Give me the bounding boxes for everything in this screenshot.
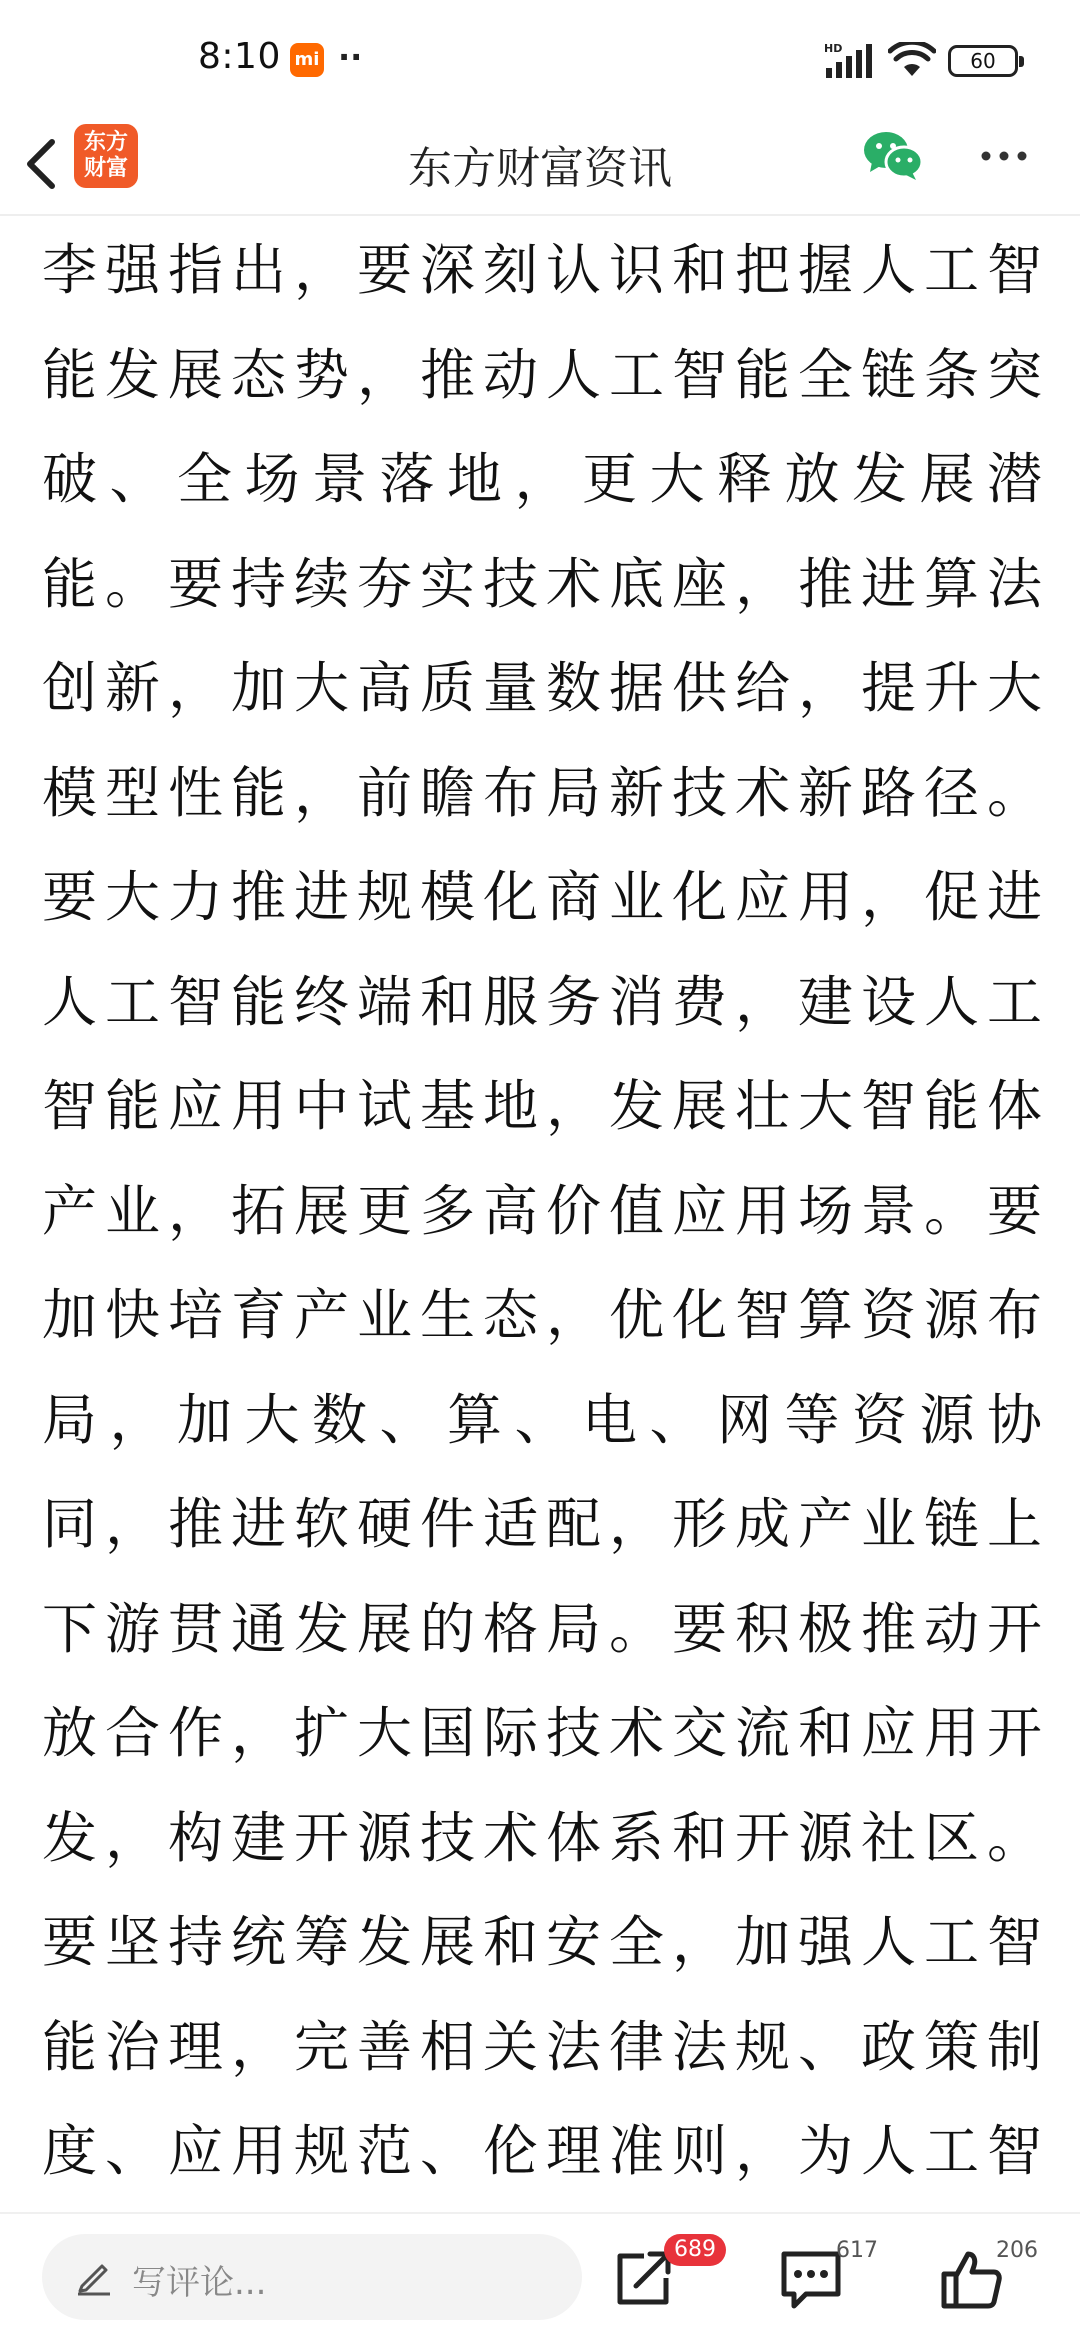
article-line: 智能应用中试基地，发展壮大智能体 <box>42 1074 1042 1138</box>
battery-indicator: 60 <box>948 45 1018 77</box>
article-line: 要坚持统筹发展和安全，加强人工智 <box>42 1910 1042 1974</box>
article-line: 度、应用规范、伦理准则，为人工智 <box>42 2119 1042 2183</box>
article-line: 同，推进软硬件适配，形成产业链上 <box>42 1492 1042 1556</box>
article-line: 发，构建开源技术体系和开源社区。 <box>42 1805 1042 1870</box>
comments-count: 617 <box>836 2238 878 2263</box>
status-overflow-dots: ·· <box>338 38 363 76</box>
article-line: 下游贯通发展的格局。要积极推动开 <box>42 1596 1042 1661</box>
article-line: 产业，拓展更多高价值应用场景。要 <box>42 1178 1042 1243</box>
share-count-badge: 689 <box>664 2234 726 2266</box>
network-hd-label: HD <box>824 42 843 55</box>
comment-placeholder: 写评论... <box>132 2263 267 2303</box>
article-line: 李强指出，要深刻认识和把握人工智 <box>42 238 1042 302</box>
mi-notification-icon: mi <box>290 43 324 77</box>
wifi-icon <box>888 42 936 78</box>
more-icon[interactable] <box>978 136 1030 176</box>
page-title: 东方财富资讯 <box>408 143 672 194</box>
status-bar <box>0 0 1080 120</box>
article-line: 放合作，扩大国际技术交流和应用开 <box>42 1701 1042 1765</box>
pencil-icon <box>74 2256 114 2296</box>
article-line: 破、全场景落地，更大释放发展潜 <box>42 447 1042 511</box>
article-line: 能。要持续夯实技术底座，推进算法 <box>42 551 1042 616</box>
status-time: 8:10 <box>198 36 281 77</box>
comment-input[interactable] <box>42 2234 582 2320</box>
article-line: 能治理，完善相关法律法规、政策制 <box>42 2014 1042 2079</box>
article-line: 能发展态势，推动人工智能全链条突 <box>42 342 1042 407</box>
article-line: 人工智能终端和服务消费，建设人工 <box>42 969 1042 1034</box>
wechat-icon[interactable] <box>862 128 924 184</box>
likes-count: 206 <box>996 2238 1038 2263</box>
bottom-action-bar <box>0 2212 1080 2340</box>
logo-line-1: 东方 <box>83 130 128 155</box>
article-body <box>42 218 1042 2204</box>
article-line: 模型性能，前瞻布局新技术新路径。 <box>42 760 1042 825</box>
logo-line-2: 财富 <box>83 156 128 181</box>
nav-header <box>0 110 1080 216</box>
article-line: 创新，加大高质量数据供给，提升大 <box>42 656 1042 720</box>
article-line: 加快培育产业生态，优化智算资源布 <box>42 1283 1042 1347</box>
signal-icon <box>824 40 876 80</box>
article-line: 要大力推进规模化商业化应用，促进 <box>42 865 1042 929</box>
article-line: 局，加大数、算、电、网等资源协 <box>42 1387 1042 1452</box>
